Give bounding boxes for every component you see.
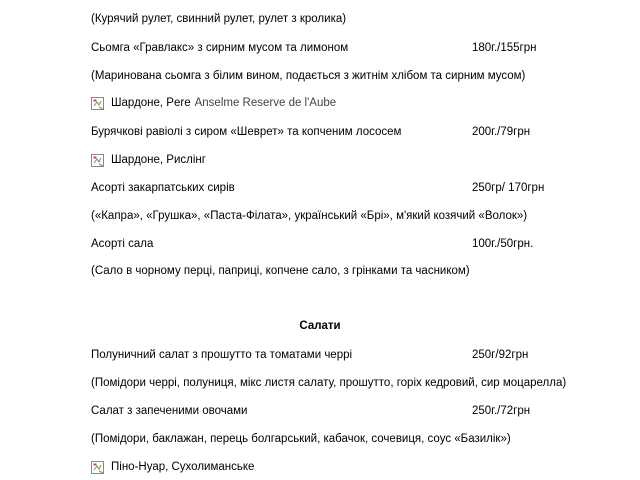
dish-description: (Сало в чорному перці, паприці, копчене сало, з грінками та часником) bbox=[91, 265, 470, 277]
dish-description: (Помідори, баклажан, перець болгарський, кабачок, сочевиця, соус «Базилік») bbox=[91, 433, 511, 445]
dish-price: 250гр/ 170грн bbox=[472, 182, 545, 194]
wine-pairing bbox=[91, 460, 254, 474]
dish-price: 200г./79грн bbox=[472, 126, 531, 138]
dish-price: 250г./72грн bbox=[472, 405, 531, 417]
dish-price: 180г./155грн bbox=[472, 42, 537, 54]
wine-pairing bbox=[91, 96, 336, 110]
dish-description: (Курячий рулет, свинний рулет, рулет з кролика) bbox=[91, 13, 347, 25]
wine-name-extra: Anselme Reserve de l'Aube bbox=[194, 97, 337, 109]
dish-name: Сьомга «Гравлакс» з сирним мусом та лимоном bbox=[91, 42, 349, 54]
broken-image-icon bbox=[91, 154, 104, 167]
wine-name: Шардоне, Рислінг bbox=[111, 154, 206, 166]
dish-name: Бурячкові равіолі з сиром «Шеврет» та копченим лососем bbox=[91, 126, 402, 138]
dish-price: 250г/92грн bbox=[472, 349, 529, 361]
section-title: Салати bbox=[299, 320, 341, 332]
wine-pairing bbox=[91, 153, 206, 167]
broken-image-icon bbox=[91, 461, 104, 474]
dish-description: (Маринована сьомга з білим вином, подається з житнім хлібом та сирним мусом) bbox=[91, 70, 526, 82]
dish-name: Полуничний салат з прошутто та томатами черрі bbox=[91, 349, 353, 361]
dish-price: 100г./50грн. bbox=[472, 238, 534, 250]
dish-name: Салат з запеченими овочами bbox=[91, 405, 248, 417]
broken-image-icon bbox=[91, 97, 104, 110]
dish-description: («Капра», «Грушка», «Паста-Філата», український «Брі», м'який козячий «Волок») bbox=[91, 210, 528, 222]
wine-name: Шардоне, Pere bbox=[111, 97, 191, 109]
wine-name: Піно-Нуар, Сухолиманське bbox=[111, 461, 255, 473]
dish-name: Асорті сала bbox=[91, 238, 154, 250]
dish-description: (Помідори черрі, полуниця, мікс листя салату, прошутто, горіх кедровий, сир моцарелла) bbox=[91, 377, 567, 389]
dish-name: Асорті закарпатських сирів bbox=[91, 182, 235, 194]
